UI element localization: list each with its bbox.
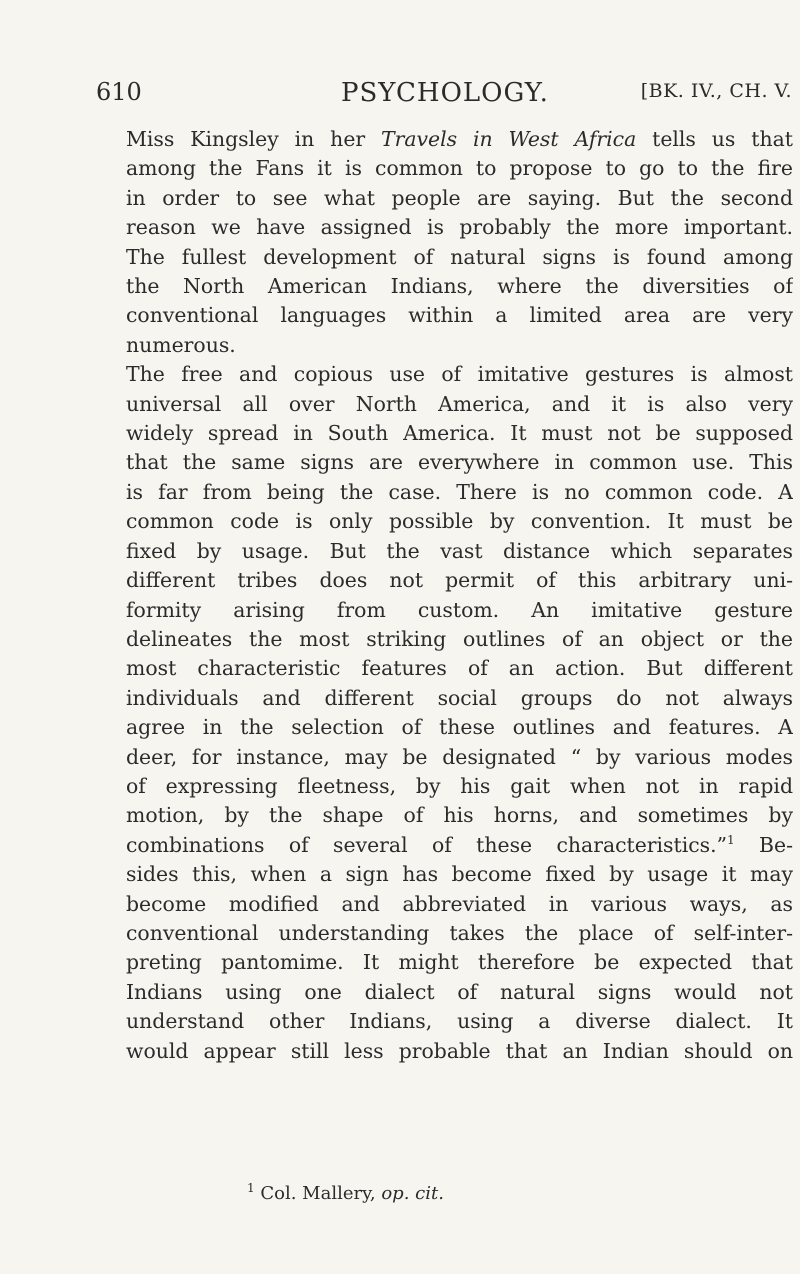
text-line: numerous.: [126, 332, 236, 357]
footnote: [247, 1183, 444, 1204]
text-line: combinations of several of these characteristics.”$^1$ Be-: [126, 832, 793, 857]
text-line: would appear still less probable that an Indian should on: [126, 1038, 793, 1063]
text-line: Miss Kingsley in her Travels in West Africa tells us that: [126, 127, 793, 151]
footnote-text: Col. Mallery,: [254, 1183, 382, 1204]
text-line: understand other Indians, using a diverse dialect. It: [126, 1009, 793, 1034]
text-line: formity arising from custom. An imitative gesture: [126, 597, 793, 622]
text-line: in order to see what people are saying. But the second: [126, 185, 793, 210]
text-line: preting pantomime. It might therefore be expected that: [126, 950, 793, 975]
footnote-citation: op. cit.: [381, 1183, 444, 1204]
text-line: conventional languages within a limited area are very: [126, 303, 793, 328]
body-text: [126, 125, 793, 1066]
text-line: motion, by the shape of his horns, and sometimes by: [126, 803, 793, 828]
text-line: Indians using one dialect of natural signs would not: [126, 979, 793, 1004]
text-line: reason we have assigned is probably the more important.: [126, 215, 793, 240]
text-line: sides this, when a sign has become fixed by usage it may: [126, 862, 793, 887]
running-title: PSYCHOLOGY.: [341, 78, 549, 108]
text-line: delineates the most striking outlines of an object or the: [126, 626, 793, 651]
text-line: agree in the selection of these outlines and features. A: [126, 715, 793, 740]
text-line: of expressing fleetness, by his gait when not in rapid: [126, 773, 793, 798]
text-line: conventional understanding takes the place of self-inter-: [126, 920, 793, 945]
text-line: that the same signs are everywhere in common use. This: [126, 450, 793, 475]
text-line: The fullest development of natural signs is found among: [126, 244, 793, 269]
chapter-reference: [BK. IV., CH. V.: [640, 80, 792, 102]
footnote-reference: 1: [727, 832, 735, 847]
text-line: fixed by usage. But the vast distance which separates: [126, 538, 793, 563]
text-line: is far from being the case. There is no common code. A: [126, 479, 793, 504]
text-line: individuals and different social groups do not always: [126, 685, 793, 710]
text-line: among the Fans it is common to propose to go to the fire: [126, 156, 793, 181]
text-line: different tribes does not permit of this arbitrary uni-: [126, 568, 793, 593]
text-line: the North American Indians, where the diversities of: [126, 274, 793, 299]
text-line: The free and copious use of imitative gestures is almost: [126, 362, 793, 387]
page-header: [96, 78, 792, 110]
text-line: become modified and abbreviated in various ways, as: [126, 891, 793, 916]
text-line: widely spread in South America. It must not be supposed: [126, 421, 793, 446]
text-line: universal all over North America, and it is also very: [126, 391, 793, 416]
book-title: Travels in West Africa: [381, 127, 637, 151]
page-number: 610: [96, 78, 142, 106]
text-line: common code is only possible by convention. It must be: [126, 509, 793, 534]
text-line: deer, for instance, may be designated “ by various modes: [126, 744, 793, 769]
text-line: most characteristic features of an action. But different: [126, 656, 793, 681]
footnote-marker: 1: [247, 1181, 255, 1195]
